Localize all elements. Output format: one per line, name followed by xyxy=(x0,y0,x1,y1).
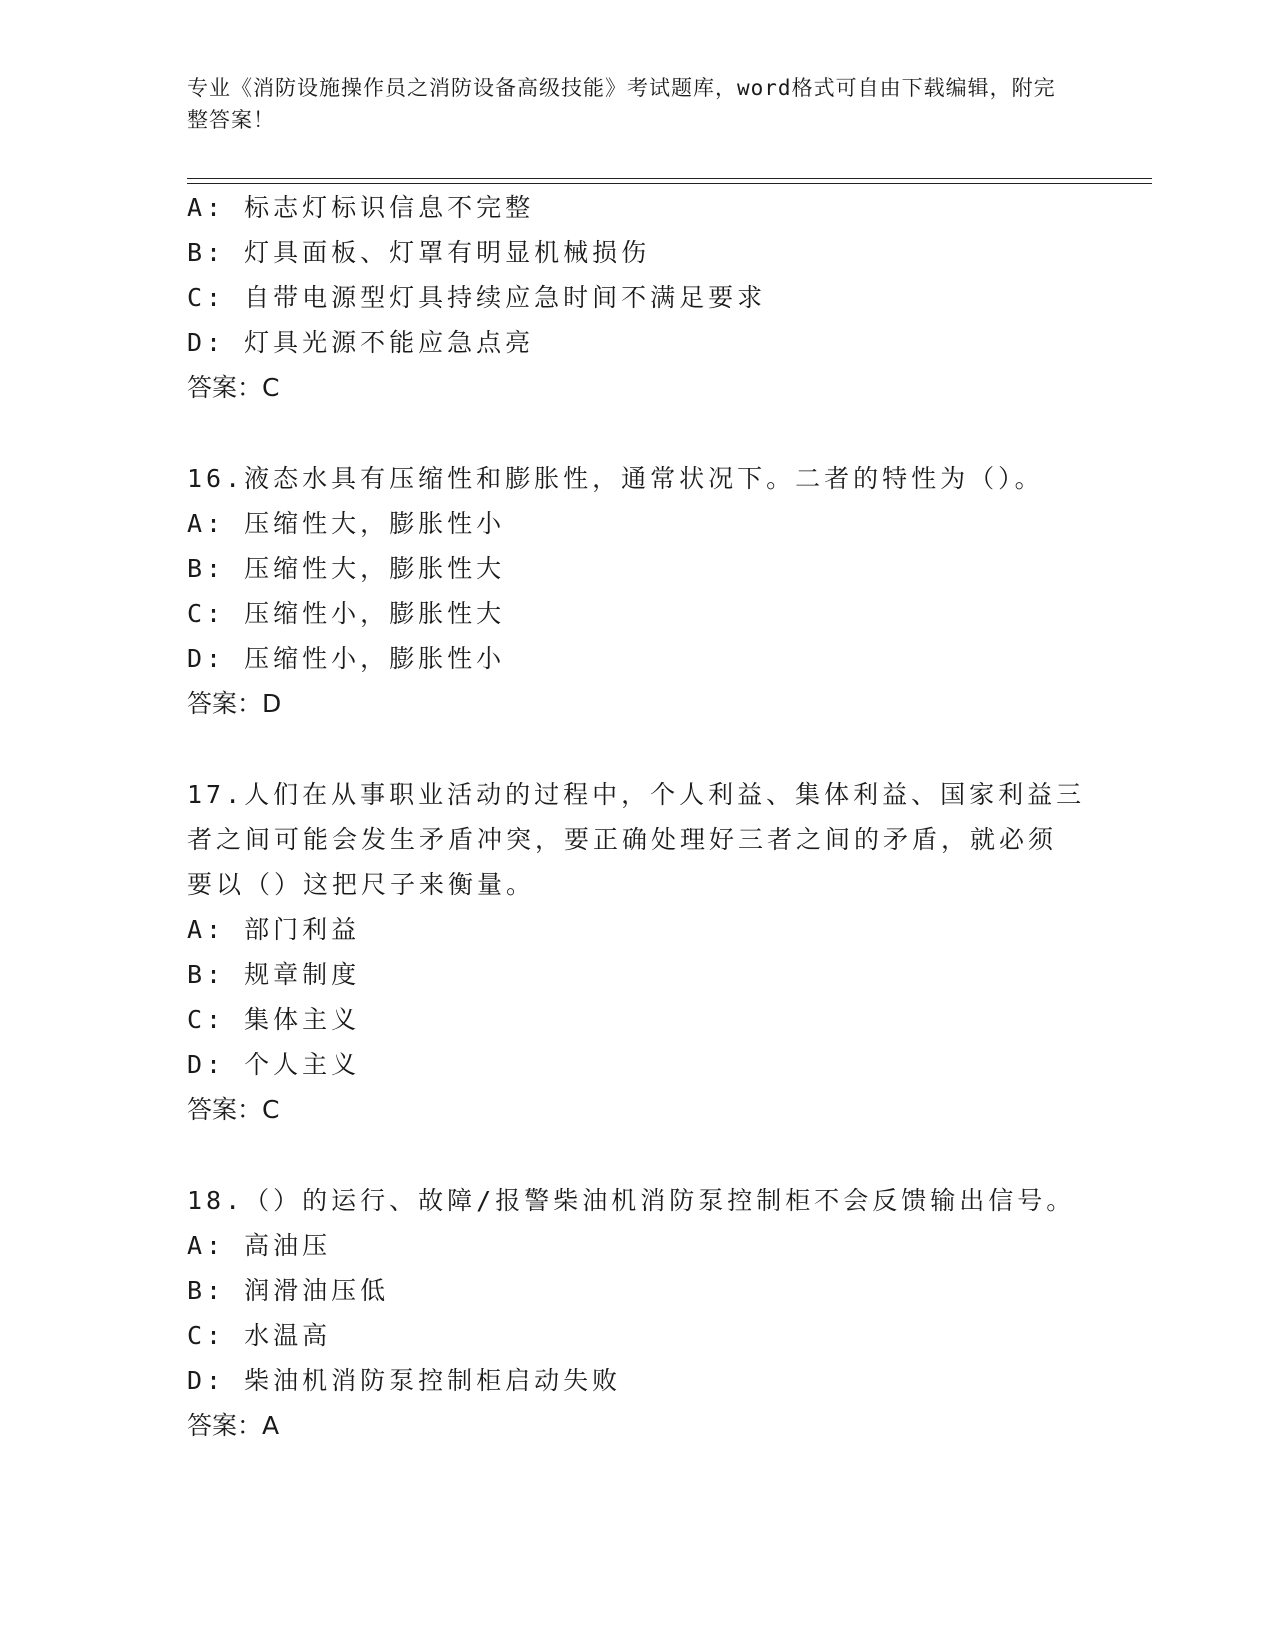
q17-option-b: B: 规章制度 xyxy=(187,960,361,989)
q17-option-d: D: 个人主义 xyxy=(187,1050,361,1079)
q17-option-c: C: 集体主义 xyxy=(187,1005,361,1034)
q16-option-a: A: 压缩性大，膨胀性小 xyxy=(187,509,506,538)
q18-option-d: D: 柴油机消防泵控制柜启动失败 xyxy=(187,1366,622,1395)
q18-answer: 答案：A xyxy=(187,1411,280,1440)
q17-question-line-1: 17.人们在从事职业活动的过程中，个人利益、集体利益、国家利益三 xyxy=(187,780,1086,809)
q15-answer: 答案：C xyxy=(187,373,280,402)
q16-option-c: C: 压缩性小，膨胀性大 xyxy=(187,599,506,628)
q15-option-a: A: 标志灯标识信息不完整 xyxy=(187,193,535,222)
q17-answer: 答案：C xyxy=(187,1095,280,1124)
header-divider-top xyxy=(187,178,1152,179)
q18-option-c: C: 水温高 xyxy=(187,1321,332,1350)
q17-question-line-3: 要以（）这把尺子来衡量。 xyxy=(187,870,536,899)
q16-option-b: B: 压缩性大，膨胀性大 xyxy=(187,554,506,583)
q18-option-b: B: 润滑油压低 xyxy=(187,1276,390,1305)
q18-option-a: A: 高油压 xyxy=(187,1231,332,1260)
q15-option-d: D: 灯具光源不能应急点亮 xyxy=(187,328,535,357)
header-divider-bottom xyxy=(187,183,1152,184)
q15-option-c: C: 自带电源型灯具持续应急时间不满足要求 xyxy=(187,283,767,312)
q16-answer: 答案：D xyxy=(187,689,282,718)
q17-option-a: A: 部门利益 xyxy=(187,915,361,944)
q16-question: 16.液态水具有压缩性和膨胀性，通常状况下。二者的特性为（）。 xyxy=(187,464,1044,493)
q17-question-line-2: 者之间可能会发生矛盾冲突，要正确处理好三者之间的矛盾，就必须 xyxy=(187,825,1058,854)
q16-option-d: D: 压缩性小，膨胀性小 xyxy=(187,644,506,673)
q15-option-b: B: 灯具面板、灯罩有明显机械损伤 xyxy=(187,238,651,267)
q18-question: 18.（）的运行、故障/报警柴油机消防泵控制柜不会反馈输出信号。 xyxy=(187,1186,1076,1215)
document-header: 专业《消防设施操作员之消防设备高级技能》考试题库，word格式可自由下载编辑，附完整答案！ xyxy=(187,76,1056,132)
